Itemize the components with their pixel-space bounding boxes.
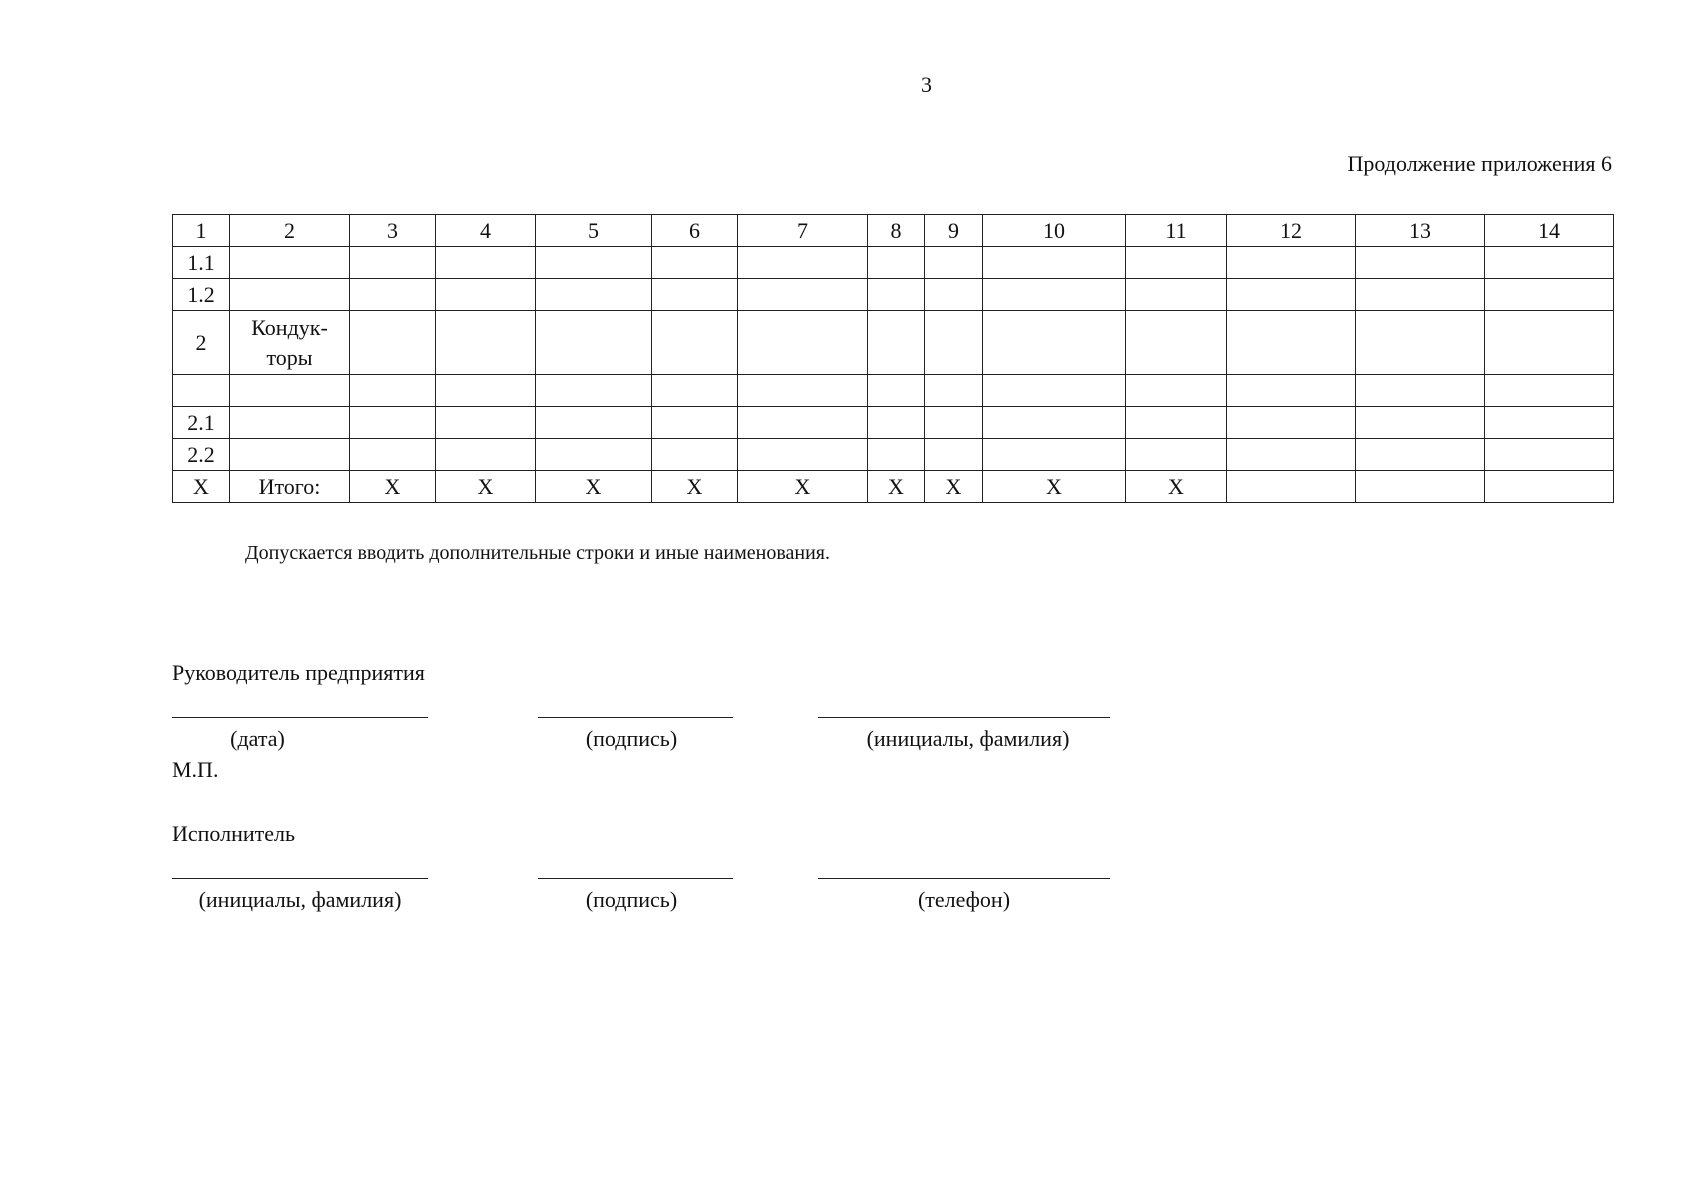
header-cell: 13 <box>1356 215 1485 247</box>
table-cell: X <box>1126 471 1227 503</box>
table-header-row <box>173 215 1614 247</box>
table-cell <box>1356 279 1485 311</box>
table-cell <box>350 247 436 279</box>
table-cell <box>868 279 925 311</box>
table-cell <box>868 375 925 407</box>
table-cell <box>1126 247 1227 279</box>
header-cell: 9 <box>925 215 983 247</box>
stamp-place-label: М.П. <box>172 757 219 782</box>
header-cell: 5 <box>536 215 652 247</box>
table-cell <box>983 439 1126 471</box>
header-cell: 11 <box>1126 215 1227 247</box>
table-cell <box>738 375 868 407</box>
table-cell <box>1227 439 1356 471</box>
table-cell <box>1126 407 1227 439</box>
table-cell <box>350 279 436 311</box>
executor-signature-caption: (подпись) <box>585 887 678 912</box>
table-cell: 1.1 <box>173 247 230 279</box>
executor-signature-line[interactable] <box>538 878 733 879</box>
table-cell <box>983 279 1126 311</box>
manager-signature-caption: (подпись) <box>585 726 678 751</box>
table-cell: X <box>983 471 1126 503</box>
table-cell <box>652 439 738 471</box>
table-cell <box>1227 279 1356 311</box>
manager-date-line[interactable] <box>172 717 428 718</box>
table-cell <box>230 247 350 279</box>
table-cell <box>1485 247 1614 279</box>
table-cell <box>536 247 652 279</box>
conductors-label: Кондук-торы <box>251 314 328 370</box>
table-cell <box>230 311 350 375</box>
table-cell: X <box>652 471 738 503</box>
table-cell <box>536 375 652 407</box>
table-cell <box>738 311 868 375</box>
total-label: Итого: <box>230 471 350 503</box>
table-cell <box>1126 439 1227 471</box>
table-cell: X <box>868 471 925 503</box>
table-cell <box>738 247 868 279</box>
manager-name-caption: (инициалы, фамилия) <box>866 726 1070 751</box>
executor-heading: Исполнитель <box>172 821 296 846</box>
table-cell <box>230 439 350 471</box>
table-cell <box>868 407 925 439</box>
manager-heading: Руководитель предприятия <box>172 660 425 685</box>
table-cell <box>536 439 652 471</box>
header-cell: 10 <box>983 215 1126 247</box>
header-cell: 14 <box>1485 215 1614 247</box>
table-row <box>173 439 1614 471</box>
header-cell: 8 <box>868 215 925 247</box>
table-cell <box>868 247 925 279</box>
table-cell <box>1485 311 1614 375</box>
table-cell <box>1356 471 1485 503</box>
table-cell <box>436 407 536 439</box>
table-cell: 2.2 <box>173 439 230 471</box>
table-cell <box>983 311 1126 375</box>
table-cell <box>1485 471 1614 503</box>
table-cell <box>350 375 436 407</box>
manager-name-line[interactable] <box>818 717 1110 718</box>
table-cell <box>1227 407 1356 439</box>
table-cell <box>1356 407 1485 439</box>
table-cell: 2 <box>173 311 230 375</box>
header-cell: 4 <box>436 215 536 247</box>
page-number: 3 <box>921 72 932 97</box>
table-cell <box>1485 407 1614 439</box>
table-cell: X <box>738 471 868 503</box>
table-cell <box>436 311 536 375</box>
table-cell <box>436 375 536 407</box>
table-cell: 2.1 <box>173 407 230 439</box>
table-row <box>173 279 1614 311</box>
table-cell <box>925 311 983 375</box>
table-row <box>173 375 1614 407</box>
table-total-row <box>173 471 1614 503</box>
table-cell <box>652 311 738 375</box>
table-cell <box>1227 311 1356 375</box>
table-cell <box>652 247 738 279</box>
table-cell <box>1356 375 1485 407</box>
table-cell <box>738 407 868 439</box>
table-cell <box>1485 375 1614 407</box>
table-cell <box>350 439 436 471</box>
table-cell <box>350 407 436 439</box>
table-cell <box>738 279 868 311</box>
table-cell: X <box>536 471 652 503</box>
header-cell: 1 <box>173 215 230 247</box>
table-cell <box>1227 247 1356 279</box>
table-cell <box>738 439 868 471</box>
manager-signature-line[interactable] <box>538 717 733 718</box>
header-cell: 12 <box>1227 215 1356 247</box>
table-note: Допускается вводить дополнительные строки и иные наименования. <box>245 542 830 564</box>
table-cell <box>983 407 1126 439</box>
data-table <box>172 214 1614 503</box>
table-cell: X <box>925 471 983 503</box>
header-cell: 3 <box>350 215 436 247</box>
table-cell <box>925 407 983 439</box>
table-cell <box>1126 311 1227 375</box>
table-cell: X <box>436 471 536 503</box>
table-cell <box>1485 439 1614 471</box>
table-row <box>173 407 1614 439</box>
table-cell <box>1126 375 1227 407</box>
table-cell <box>536 279 652 311</box>
table-cell: 1.2 <box>173 279 230 311</box>
table-cell <box>652 375 738 407</box>
executor-phone-caption: (телефон) <box>917 887 1011 912</box>
table-cell: X <box>350 471 436 503</box>
table-cell <box>230 407 350 439</box>
header-cell: 7 <box>738 215 868 247</box>
executor-phone-line[interactable] <box>818 878 1110 879</box>
table-cell <box>925 439 983 471</box>
table-cell <box>1227 375 1356 407</box>
table-cell <box>983 247 1126 279</box>
table-cell <box>868 439 925 471</box>
table-cell <box>230 375 350 407</box>
header-cell: 6 <box>652 215 738 247</box>
table-cell: X <box>173 471 230 503</box>
table-cell <box>436 439 536 471</box>
table-cell <box>925 279 983 311</box>
executor-name-line[interactable] <box>172 878 428 879</box>
table-row <box>173 311 1614 375</box>
table-cell <box>536 407 652 439</box>
executor-name-caption: (инициалы, фамилия) <box>198 887 402 912</box>
table-cell <box>350 311 436 375</box>
table-cell <box>173 375 230 407</box>
table-cell <box>868 311 925 375</box>
table-cell <box>1356 439 1485 471</box>
table-cell <box>1126 279 1227 311</box>
table-cell <box>1227 471 1356 503</box>
appendix-label: Продолжение приложения 6 <box>1347 151 1612 176</box>
table-cell <box>1356 311 1485 375</box>
table-cell <box>230 279 350 311</box>
table-cell <box>983 375 1126 407</box>
table-cell <box>1356 247 1485 279</box>
table-row <box>173 247 1614 279</box>
table-cell <box>925 247 983 279</box>
table-cell <box>652 407 738 439</box>
table-cell <box>536 311 652 375</box>
table-cell <box>436 247 536 279</box>
table-cell <box>1485 279 1614 311</box>
table-cell <box>436 279 536 311</box>
manager-date-caption: (дата) <box>230 726 285 751</box>
table-cell <box>652 279 738 311</box>
header-cell: 2 <box>230 215 350 247</box>
table-cell <box>925 375 983 407</box>
